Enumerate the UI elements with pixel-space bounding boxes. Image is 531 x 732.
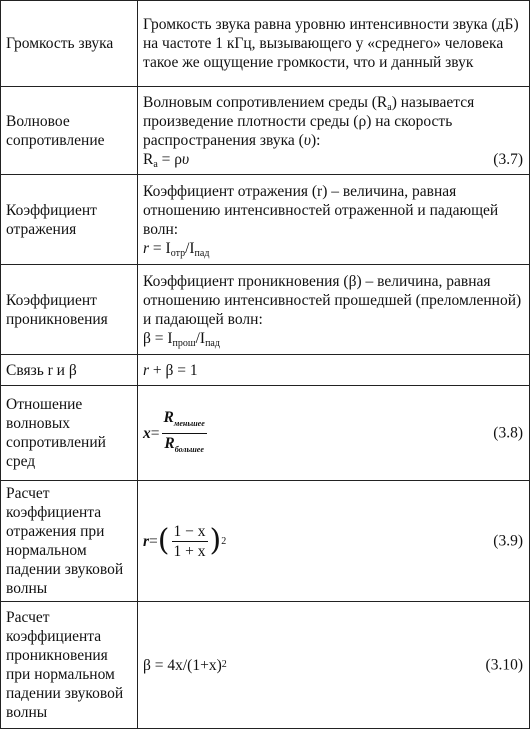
subscript: пад xyxy=(194,247,210,259)
fraction-numerator xyxy=(162,408,207,433)
formula-line xyxy=(143,329,523,348)
definition-text: Громкость звука равна уровню интенсивности звука (дБ) на частоте 1 кГц, вызывающего у «среднего» человека такое же ощущение громкости, что и данный звук xyxy=(143,16,519,71)
fraction xyxy=(162,408,207,459)
equation-number: (3.8) xyxy=(493,424,523,442)
formula-text: = I xyxy=(149,239,171,257)
term-label: Коэффициент проникновения xyxy=(6,291,108,328)
paren-close: ) xyxy=(209,523,222,558)
equation-number: (3.7) xyxy=(493,150,523,168)
subscript: a xyxy=(153,158,158,170)
table-row xyxy=(1,355,530,386)
table-row xyxy=(1,481,530,602)
formula-line xyxy=(143,150,523,169)
subscript: пад xyxy=(205,337,220,349)
table-row xyxy=(1,602,530,729)
formula-text: /I xyxy=(195,329,206,347)
definition-cell xyxy=(138,481,530,602)
definition-part: Волновым сопротивлением среды (R xyxy=(143,93,388,111)
table-row xyxy=(1,265,530,355)
term-label: Волновое сопротивление xyxy=(6,112,105,149)
table-row xyxy=(1,1,530,87)
variable: υ xyxy=(303,131,311,149)
variable: r xyxy=(143,239,150,257)
term-cell xyxy=(1,602,138,729)
equation-number: (3.10) xyxy=(485,656,523,674)
formula-text: β = I xyxy=(143,329,173,347)
fraction-numerator: 1 − x xyxy=(173,522,206,540)
variable: R xyxy=(163,408,174,426)
term-label: Расчет коэффициента проникновения при нормальном падении звуковой волны xyxy=(6,609,124,721)
formula-text: /I xyxy=(185,239,195,257)
definition-text: Коэффициент отражения (r) – величина, равная отношению интенсивностей отраженной и падающей волн: xyxy=(143,182,499,238)
table-row xyxy=(1,175,530,265)
table-row xyxy=(1,386,530,481)
term-cell xyxy=(1,355,138,386)
formula-text: R xyxy=(143,150,154,168)
equation-number: (3.9) xyxy=(493,532,523,550)
subscript: меньшее xyxy=(173,418,205,428)
formula-line xyxy=(143,239,523,258)
term-cell xyxy=(1,1,138,87)
term-label: Расчет коэффициента отражения при нормальном падении звуковой волны xyxy=(6,485,124,597)
term-label: Громкость звука xyxy=(6,35,114,52)
term-cell xyxy=(1,87,138,175)
exponent: 2 xyxy=(221,535,227,547)
variable: x xyxy=(143,424,151,442)
formula-text: β = 4x/(1+x) xyxy=(143,656,222,674)
formula-text: + β = 1 xyxy=(149,361,198,379)
subscript: прош xyxy=(172,337,196,349)
term-label: Отношение волновых сопротивлений сред xyxy=(6,396,106,470)
definition-cell xyxy=(138,175,530,265)
definition-part: ): xyxy=(310,131,321,149)
variable: υ xyxy=(182,150,190,168)
definition-cell xyxy=(138,355,530,386)
definition-text: Коэффициент проникновения (β) – величина, равная отношению интенсивностей прошедшей (преломленной) и падающей волн: xyxy=(143,272,522,328)
subscript: большее xyxy=(174,444,204,454)
definition-part: ) называется произведение плотности среды (ρ) на скорость распространения звука ( xyxy=(143,93,475,149)
term-cell xyxy=(1,386,138,481)
fraction xyxy=(172,522,208,561)
definition-cell xyxy=(138,386,530,481)
variable: r xyxy=(143,532,150,550)
subscript: a xyxy=(387,101,392,113)
fraction-denominator xyxy=(162,434,206,459)
definition-cell xyxy=(138,1,530,87)
term-label: Коэффициент отражения xyxy=(6,201,97,238)
term-label: Связь r и β xyxy=(6,361,77,379)
definition-cell xyxy=(138,602,530,729)
formula-text: = xyxy=(150,424,160,442)
fraction-denominator: 1 + x xyxy=(173,542,206,560)
paren-open: ( xyxy=(157,523,170,558)
term-cell xyxy=(1,481,138,602)
term-cell xyxy=(1,265,138,355)
definition-cell xyxy=(138,87,530,175)
definition-text xyxy=(143,94,474,149)
variable: r xyxy=(143,361,150,379)
subscript: отр xyxy=(170,247,186,259)
table-row xyxy=(1,87,530,175)
formula-line: β = 4x/(1+x) 2 (3.10) xyxy=(143,656,523,674)
formula-line xyxy=(143,408,523,459)
formula-line xyxy=(143,521,523,561)
definition-cell xyxy=(138,265,530,355)
formula-text: = xyxy=(149,532,158,550)
formula-text: = ρ xyxy=(157,150,183,168)
variable: R xyxy=(164,434,175,452)
term-cell xyxy=(1,175,138,265)
